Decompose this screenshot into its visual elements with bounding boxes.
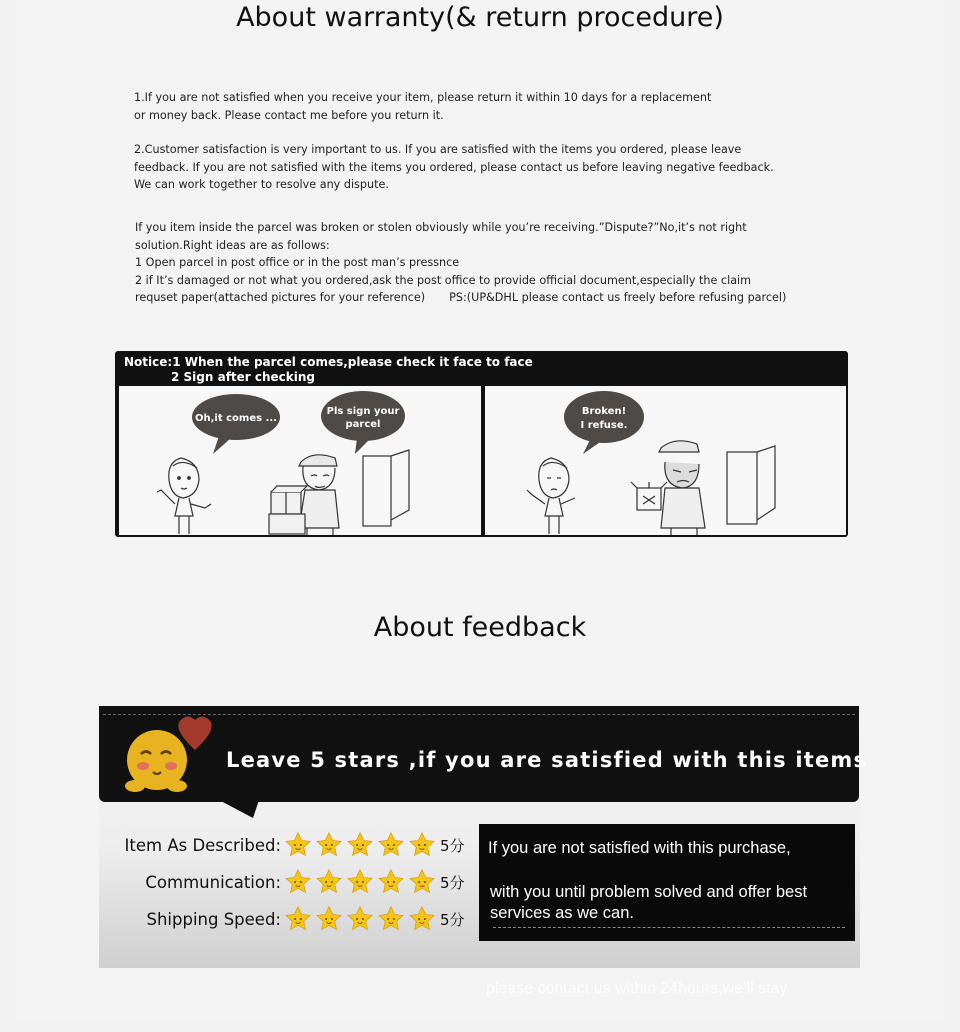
- rating-label: Item As Described:: [124, 835, 281, 855]
- text-line: We can work together to resolve any dispute.: [134, 178, 389, 191]
- text-line: [135, 289, 855, 307]
- bubble-postman-text-2: parcel: [345, 419, 381, 430]
- notice-line-1: Notice:1 When the parcel comes,please check it face to face: [124, 355, 533, 369]
- rating-label: Communication:: [145, 872, 281, 892]
- star-icon: [407, 905, 437, 933]
- promise-divider: [493, 927, 845, 928]
- blushing-emoji-icon: [117, 714, 217, 798]
- ps-note: PS:(UP&DHL please contact us freely before refusing parcel): [449, 291, 787, 304]
- text-line: feedback. If you are not satisfied with the items you ordered, please contact us before leaving negative feedback.: [134, 160, 774, 174]
- star-icon: [376, 831, 406, 859]
- broken-parcel-icon: [631, 482, 667, 510]
- speech-bubble-refuse: [564, 391, 644, 454]
- satisfaction-promise-box: [479, 824, 855, 941]
- star-icon: [314, 831, 344, 859]
- rating-score: 5分: [440, 836, 465, 855]
- customer-figure-refusing: [527, 458, 575, 534]
- warranty-paragraph-3: [135, 219, 855, 307]
- rating-shipping-speed: [109, 904, 465, 934]
- rating-communication: [109, 867, 465, 897]
- star-rating: [283, 831, 438, 859]
- star-icon: [376, 868, 406, 896]
- bubble-refuse-text-1: Broken!: [581, 406, 627, 417]
- speech-bubble-postman: [321, 391, 405, 454]
- comic-accept-illustration: [119, 386, 481, 535]
- rating-score: 5分: [440, 910, 465, 929]
- star-icon: [345, 831, 375, 859]
- text-line: If you item inside the parcel was broken or stolen obviously while you’re receiving.”Dispute?”No,it’s not right: [135, 221, 747, 234]
- star-icon: [314, 905, 344, 933]
- parcel-icon: [269, 486, 307, 534]
- text-line: 1.If you are not satisfied when you receive your item, please return it within 10 days for a replacement: [134, 91, 712, 104]
- feedback-banner: [99, 706, 868, 802]
- warranty-paragraph-1: [134, 89, 854, 124]
- star-icon: [283, 831, 313, 859]
- speech-bubble-customer: [192, 394, 280, 454]
- text-line: 2 if It’s damaged or not what you ordered,ask the post office to provide official document,especially the claim: [135, 273, 752, 287]
- bubble-refuse-text-2: I refuse.: [580, 420, 628, 431]
- star-icon: [407, 868, 437, 896]
- bubble-postman-text-1: Pls sign your: [326, 406, 400, 417]
- star-icon: [407, 831, 437, 859]
- feedback-title: About feedback: [373, 612, 587, 643]
- door-icon: [363, 450, 409, 526]
- postman-figure-sad: [659, 441, 705, 535]
- star-rating: [283, 868, 438, 896]
- bubble-customer-text: Oh,it comes ...: [195, 413, 277, 424]
- star-icon: [314, 868, 344, 896]
- star-icon: [345, 868, 375, 896]
- door-icon: [727, 446, 775, 524]
- comic-panel-refuse: [485, 386, 846, 535]
- star-icon: [376, 905, 406, 933]
- star-rating: [283, 905, 438, 933]
- faded-contact-line: please contact us within 24hours,we’ll stay: [486, 980, 788, 997]
- feedback-block: [99, 706, 868, 968]
- text-line: or money back. Please contact me before you return it.: [134, 108, 444, 122]
- banner-text: Leave 5 stars ,if you are satisfied with this items: [226, 748, 868, 772]
- text-line: 2.Customer satisfaction is very important to us. If you are satisfied with the items you ordered, please leave: [134, 143, 742, 156]
- customer-figure: [157, 458, 211, 534]
- rating-score: 5分: [440, 873, 465, 892]
- promise-line-1: If you are not satisfied with this purchase,: [488, 839, 791, 857]
- warranty-paragraph-2: [134, 141, 854, 194]
- text-line: 1 Open parcel in post office or in the post man’s pressnce: [135, 256, 460, 269]
- comic-panel-accept: [119, 386, 481, 535]
- notice-line-2: 2 Sign after checking: [171, 370, 316, 384]
- star-icon: [345, 905, 375, 933]
- text-line-part: requset paper(attached pictures for your reference): [135, 291, 426, 304]
- promise-line-2: with you until problem solved and offer best services as we can.: [490, 883, 808, 922]
- star-icon: [283, 868, 313, 896]
- warranty-title: About warranty(& return procedure): [236, 2, 724, 33]
- banner-speech-tail: [219, 800, 259, 818]
- notice-text: [124, 355, 533, 385]
- rating-item-as-described: [109, 830, 465, 860]
- notice-box: [115, 351, 848, 537]
- star-icon: [283, 905, 313, 933]
- text-line: solution.Right ideas are as follows:: [135, 238, 330, 252]
- rating-label: Shipping Speed:: [146, 909, 281, 929]
- comic-refuse-illustration: [485, 386, 846, 535]
